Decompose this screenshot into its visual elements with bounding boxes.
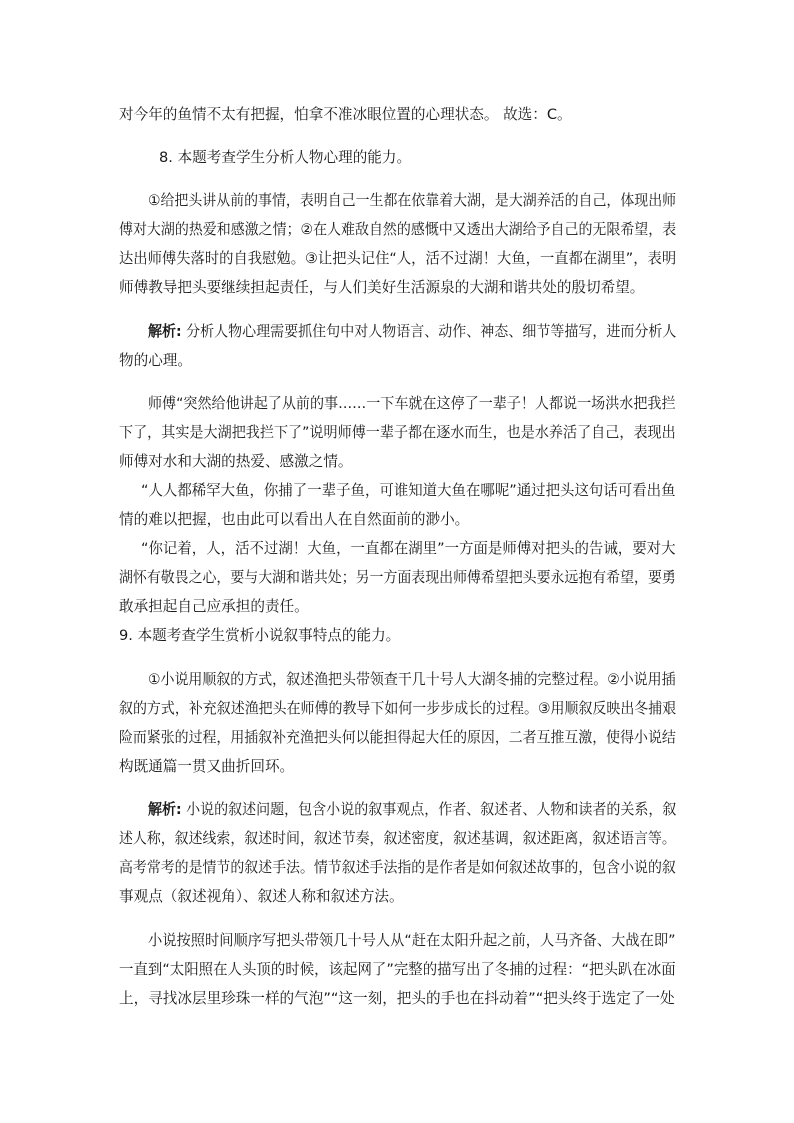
explanation-line: 师傅对水和大湖的热爱、感激之情。 [119, 453, 353, 470]
question-9-heading: 9. 本题考查学生赏析小说叙事特点的能力。 [119, 627, 401, 644]
analysis-8-line: 物的心理。 [119, 352, 192, 369]
explanation-line: 师傅“突然给他讲起了从前的事……一下车就在这停了一辈子！人都说一场洪水把我拦 [148, 395, 676, 412]
answer-8-line: 师傅教导把头要继续担起责任，与人们美好生活源泉的大湖和谐共处的殷切希望。 [119, 279, 645, 296]
answer-9-line: 险而紧张的过程，用插叙补充渔把头何以能担得起大任的原因，二者互推互激，使得小说结 [119, 729, 676, 746]
question-8-heading: 8. 本题考查学生分析人物心理的能力。 [159, 149, 412, 166]
analysis-9-line: 述人称，叙述线索，叙述时间，叙述节奏，叙述密度，叙述基调，叙述距离，叙述语言等。 [119, 830, 676, 847]
explanation-line: 小说按照时间顺序写把头带领几十号人从“赶在太阳升起之前，人马齐备、大战在即” [148, 932, 676, 949]
analysis-9-line: 高考常考的是情节的叙述手法。情节叙述手法指的是作者是如何叙述故事的，包含小说的叙 [119, 859, 676, 876]
analysis-text: 分析人物心理需要抓住句中对人物语言、动作、神态、细节等描写，进而分析人 [181, 323, 677, 340]
explanation-line: 湖怀有敬畏之心，要与大湖和谐共处；另一方面表现出师傅希望把头要永远抱有希望，要勇 [119, 569, 676, 586]
explanation-line: 敢承担起自己应承担的责任。 [119, 598, 309, 615]
explanation-line: 下了，其实是大湖把我拦下了”说明师傅一辈子都在逐水而生，也是水养活了自己，表现出 [119, 424, 676, 441]
answer-8-line: 傅对大湖的热爱和感激之情；②在人难敌自然的感慨中又透出大湖给予自己的无限希望，表 [119, 221, 677, 238]
analysis-label: 解析: [148, 801, 182, 818]
answer-9-line: 叙的方式，补充叙述渔把头在师傅的教导下如何一步步成长的过程。③用顺叙反映出冬捕艰 [119, 700, 677, 717]
analysis-9-line: 事观点（叙述视角）、叙述人称和叙述方法。 [119, 888, 404, 905]
analysis-text: 小说的叙述问题，包含小说的叙事观点，作者、叙述者、人物和读者的关系，叙 [181, 801, 677, 818]
explanation-line: “人人都稀罕大鱼，你捕了一辈子鱼，可谁知道大鱼在哪呢”通过把头这句话可看出鱼 [141, 482, 676, 499]
explanation-line: 一直到“太阳照在人头顶的时候，该起网了”完整的描写出了冬捕的过程：“把头趴在冰面 [119, 961, 676, 978]
answer-8-line: 达出师傅失落时的自我慰勉。③让把头记住“人，活不过湖！大鱼，一直都在湖里”，表明 [119, 250, 677, 267]
explanation-line: “你记着，人，活不过湖！大鱼，一直都在湖里”一方面是师傅对把头的告诫，要对大 [141, 540, 676, 557]
analysis-label: 解析: [148, 323, 182, 340]
answer-9-line: ①小说用顺叙的方式，叙述渔把头带领查干几十号人大湖冬捕的完整过程。②小说用插 [148, 671, 676, 688]
analysis-9-line [148, 800, 676, 820]
paragraph-line: 对今年的鱼情不太有把握，怕拿不准冰眼位置的心理状态。 故选：C。 [119, 106, 572, 123]
explanation-line: 情的难以把握，也由此可以看出人在自然面前的渺小。 [119, 511, 470, 528]
explanation-line: 上，寻找冰层里珍珠一样的气泡”“这一刻，把头的手也在抖动着”“把头终于选定了一处 [119, 990, 675, 1007]
analysis-8-line [148, 322, 676, 342]
answer-8-line: ①给把头讲从前的事情，表明自己一生都在依靠着大湖，是大湖养活的自己，体现出师 [148, 192, 677, 209]
answer-9-line: 构既通篇一贯又曲折回环。 [119, 758, 295, 775]
